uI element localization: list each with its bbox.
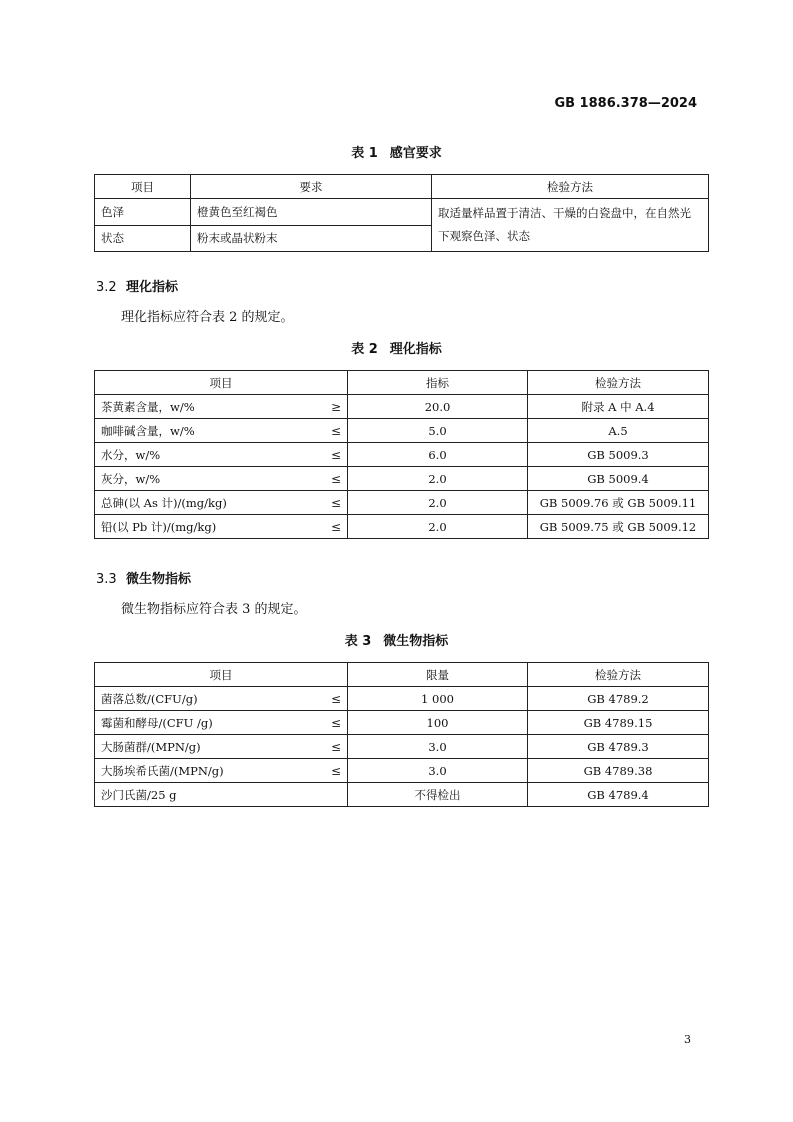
requirement-cell: 粉末或晶状粉末 bbox=[191, 225, 432, 252]
value-cell: 100 bbox=[348, 711, 528, 735]
column-header: 项目 bbox=[95, 663, 348, 687]
table1-caption bbox=[0, 142, 793, 161]
method-cell: GB 5009.75 或 GB 5009.12 bbox=[528, 515, 709, 539]
comparison-symbol: ≤ bbox=[330, 471, 341, 486]
column-header: 项目 bbox=[95, 371, 348, 395]
column-header: 要求 bbox=[191, 175, 432, 199]
table-row bbox=[95, 467, 709, 491]
table2-caption bbox=[0, 338, 793, 357]
table-row bbox=[95, 443, 709, 467]
comparison-symbol: ≤ bbox=[330, 495, 341, 510]
value-cell: 3.0 bbox=[348, 735, 528, 759]
section-3-2-text: 理化指标应符合表 2 的规定。 bbox=[121, 310, 294, 325]
value-cell: 6.0 bbox=[348, 443, 528, 467]
table-row bbox=[95, 419, 709, 443]
microbial-table bbox=[94, 662, 709, 807]
item-cell: 大肠菌群/(MPN/g) bbox=[101, 739, 201, 754]
item-cell: 咖啡碱含量，w/% bbox=[101, 423, 195, 438]
table-header-row bbox=[95, 371, 709, 395]
item-cell: 总砷(以 As 计)/(mg/kg) bbox=[101, 495, 227, 510]
item-cell: 水分，w/% bbox=[101, 447, 161, 462]
table2-label: 表 2 bbox=[351, 342, 378, 357]
column-header: 检验方法 bbox=[528, 663, 709, 687]
item-cell: 状态 bbox=[95, 225, 191, 252]
value-cell: 3.0 bbox=[348, 759, 528, 783]
item-cell: 茶黄素含量，w/% bbox=[101, 399, 195, 414]
table-row bbox=[95, 395, 709, 419]
item-cell: 大肠埃希氏菌/(MPN/g) bbox=[101, 763, 224, 778]
method-cell: GB 5009.4 bbox=[528, 467, 709, 491]
comparison-symbol: ≤ bbox=[330, 691, 341, 706]
standard-number: GB 1886.378—2024 bbox=[554, 96, 697, 111]
comparison-symbol: ≥ bbox=[330, 399, 341, 414]
item-cell: 沙门氏菌/25 g bbox=[101, 787, 177, 802]
table3-caption bbox=[0, 630, 793, 649]
table3-title: 微生物指标 bbox=[383, 634, 449, 649]
table-header-row bbox=[95, 175, 709, 199]
table3-label: 表 3 bbox=[344, 634, 372, 649]
comparison-symbol: ≤ bbox=[330, 763, 341, 778]
method-cell: GB 4789.2 bbox=[528, 687, 709, 711]
page-number: 3 bbox=[684, 1033, 691, 1046]
method-cell: GB 4789.38 bbox=[528, 759, 709, 783]
table-row bbox=[95, 515, 709, 539]
method-cell: GB 4789.4 bbox=[528, 783, 709, 807]
comparison-symbol: ≤ bbox=[330, 519, 341, 534]
value-cell: 2.0 bbox=[348, 467, 528, 491]
item-cell: 菌落总数/(CFU/g) bbox=[101, 691, 198, 706]
table-row bbox=[95, 783, 709, 807]
value-cell: 不得检出 bbox=[348, 783, 528, 807]
item-cell: 铅(以 Pb 计)/(mg/kg) bbox=[101, 519, 217, 534]
comparison-symbol: ≤ bbox=[330, 447, 341, 462]
method-cell: A.5 bbox=[528, 419, 709, 443]
method-cell: 附录 A 中 A.4 bbox=[528, 395, 709, 419]
table-header-row bbox=[95, 663, 709, 687]
column-header: 检验方法 bbox=[432, 175, 709, 199]
column-header: 检验方法 bbox=[528, 371, 709, 395]
comparison-symbol: ≤ bbox=[330, 423, 341, 438]
table1-title: 感官要求 bbox=[389, 146, 442, 161]
column-header: 项目 bbox=[95, 175, 191, 199]
sensory-requirements-table bbox=[94, 174, 709, 252]
item-cell: 色泽 bbox=[95, 199, 191, 226]
column-header: 限量 bbox=[348, 663, 528, 687]
table-row bbox=[95, 711, 709, 735]
comparison-symbol: ≤ bbox=[330, 739, 341, 754]
comparison-symbol: ≤ bbox=[330, 715, 341, 730]
method-cell: GB 5009.76 或 GB 5009.11 bbox=[528, 491, 709, 515]
method-cell: 取适量样品置于清洁、干燥的白瓷盘中，在自然光下观察色泽、状态 bbox=[432, 199, 709, 252]
method-cell: GB 4789.15 bbox=[528, 711, 709, 735]
value-cell: 2.0 bbox=[348, 515, 528, 539]
value-cell: 2.0 bbox=[348, 491, 528, 515]
section-3-3-heading bbox=[96, 568, 191, 587]
column-header: 指标 bbox=[348, 371, 528, 395]
item-cell: 灰分，w/% bbox=[101, 471, 161, 486]
value-cell: 20.0 bbox=[348, 395, 528, 419]
section-number: 3.2 bbox=[96, 280, 117, 295]
physicochemical-table bbox=[94, 370, 709, 539]
table-row bbox=[95, 735, 709, 759]
table-row bbox=[95, 491, 709, 515]
requirement-cell: 橙黄色至红褐色 bbox=[191, 199, 432, 226]
method-cell: GB 4789.3 bbox=[528, 735, 709, 759]
section-number: 3.3 bbox=[96, 572, 117, 587]
table-row bbox=[95, 759, 709, 783]
method-cell: GB 5009.3 bbox=[528, 443, 709, 467]
table2-title: 理化指标 bbox=[389, 342, 442, 357]
table-row bbox=[95, 687, 709, 711]
section-3-2-heading bbox=[96, 276, 178, 295]
value-cell: 5.0 bbox=[348, 419, 528, 443]
section-title: 微生物指标 bbox=[126, 572, 192, 587]
table1-label: 表 1 bbox=[351, 146, 378, 161]
value-cell: 1 000 bbox=[348, 687, 528, 711]
section-title: 理化指标 bbox=[126, 280, 179, 295]
section-3-3-text: 微生物指标应符合表 3 的规定。 bbox=[121, 602, 307, 617]
item-cell: 霉菌和酵母/(CFU /g) bbox=[101, 715, 213, 730]
table-row bbox=[95, 199, 709, 226]
